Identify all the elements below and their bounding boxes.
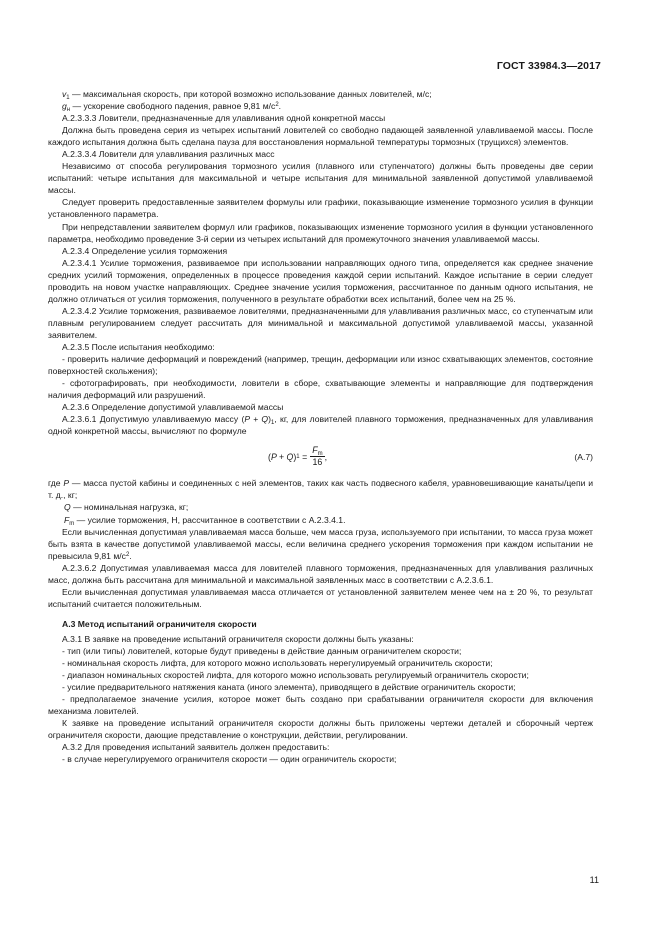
paragraph: А.3.1 В заявке на проведение испытаний ограничителя скорости должны быть указаны: <box>62 633 414 644</box>
list-item: - проверить наличие деформаций и повреждений (например, трещин, деформации или износ схватывающих элементов, состояние поверхностей скольжения); <box>48 354 593 377</box>
list-item: - тип (или типы) ловителей, которые будут приведены в действие данным ограничителем скорости; <box>62 645 462 656</box>
variable-definition: $g_н$ — ускорение свободного падения, равное 9,81 $м/с^2$. <box>62 101 282 114</box>
formula-a7 <box>48 439 593 475</box>
paragraph: А.2.3.4.1 Усилие торможения, развиваемое при использовании направляющих одного типа, определяется как среднее значение средних усилий торможения, определенных в процессе проведения каждой серии испытаний. Каждое испытание в серии следует проводить на новом участке направляющих. Среднее значение усилия торможения, рассчитанное по данным одного испытания, не должно отличаться от усилия торможения, полученного в результате обработки всех испытаний, более чем на 25 %. <box>48 257 593 304</box>
section-heading: А.3 Метод испытаний ограничителя скорости <box>62 618 257 629</box>
document-body <box>48 88 593 765</box>
paragraph: При непредставлении заявителем формул или графиков, показывающих изменение тормозного усилия в функции установленного параметра, необходимо проведение 3-й серии из четырех испытаний для промежуточного значения улавливаемой массы. <box>48 221 593 244</box>
variable-definition: где P — масса пустой кабины и соединенных с ней элементов, таких как часть подвесного кабеля, уравновешивающие канаты/цепи и т. д., кг; <box>48 478 593 501</box>
clause-heading: А.2.3.3.3 Ловители, предназначенные для улавливания одной конкретной массы <box>62 113 386 124</box>
clause-heading: А.2.3.4 Определение усилия торможения <box>62 245 228 256</box>
paragraph: А.2.3.4.2 Усилие торможения, развиваемое ловителями, предназначенными для улавливания различных масс, со ступенчатым или плавным регулированием следует рассчитать для минимальной и максимальной допустимой улавливаемой массы, указанной заявителем. <box>48 305 593 340</box>
variable-definition: $v_1$ — максимальная скорость, при которой возможно использование данных ловителей, м/с; <box>62 89 432 101</box>
list-item: - в случае нерегулируемого ограничителя скорости — один ограничитель скорости; <box>62 754 397 765</box>
paragraph: А.2.3.6.2 Допустимая улавливаемая масса для ловителей плавного торможения, предназначенных для улавливания различных масс, должна быть рассчитана для минимальной и максимальной заявленных масс в соответствии с А.2.3.6.1. <box>48 562 593 585</box>
clause-heading: А.2.3.6 Определение допустимой улавливаемой массы <box>62 402 284 413</box>
list-item: - сфотографировать, при необходимости, ловители в сборе, схватывающие элементы и направляющие для подтверждения наличия деформаций или разрушений. <box>48 378 593 401</box>
paragraph: Следует проверить предоставленные заявителем формулы или графики, показывающие изменение тормозного усилия в функции установленного параметра. <box>48 197 593 220</box>
formula-fraction: $\frac{F_m}{16}$ <box>312 445 323 468</box>
paragraph: Если вычисленная допустимая улавливаемая масса больше, чем масса груза, используемого при испытании, то масса груза может быть взята в качестве допустимой улавливаемой массы, если величина среднего ускорения торможения при каждом испытании не превысила 9,81 $м/с^2$. <box>48 526 593 561</box>
paragraph: А.2.3.6.1 Допустимую улавливаемую массу $(P + Q)_1$, кг, для ловителей плавного торможения, предназначенных для улавливания одной конкретной массы, вычисляют по формуле <box>48 414 593 437</box>
formula-number: (А.7) <box>574 452 593 463</box>
list-item: - усилие предварительного натяжения каната (иного элемента), приводящего в действие ограничитель скорости; <box>62 682 516 693</box>
paragraph: Должна быть проведена серия из четырех испытаний ловителей со свободно падающей заявленной улавливаемой массы. После каждого испытания должна быть сделана пауза для восстановления нормальной температуры тормозных (трущихся) элементов. <box>48 125 593 148</box>
page-number: 11 <box>589 875 599 885</box>
document-header: ГОСТ 33984.3—2017 <box>496 60 601 72</box>
paragraph: К заявке на проведение испытаний ограничителя скорости должны быть приложены чертежи деталей и сборочный чертеж ограничителя скорости, дающие представление о конструкции, действии, регулировании. <box>48 718 593 741</box>
list-item: - диапазон номинальных скоростей лифта, для которого можно использовать регулируемый ограничитель скорости; <box>62 670 529 681</box>
clause-heading: А.3.2 Для проведения испытаний заявитель должен предоставить: <box>62 742 330 753</box>
variable-definition: $F_m$ — усилие торможения, Н, рассчитанное в соответствии с А.2.3.4.1. <box>64 514 346 527</box>
clause-heading: А.2.3.5 После испытания необходимо: <box>62 341 215 352</box>
variable-definition: Q — номинальная нагрузка, кг; <box>64 502 189 513</box>
paragraph: Независимо от способа регулирования тормозного усилия (плавного или ступенчатого) должны быть проведены две серии испытаний: четыре испытания для максимальной и четыре испытания для минимальной заявленной допустимой улавливаемой массы. <box>48 161 593 196</box>
formula-expression: ( P + Q ) 1 = $\frac{F_m}{16}$ , <box>268 445 328 468</box>
paragraph: Если вычисленная допустимая улавливаемая масса отличается от установленной заявителем менее чем на ± 20 %, то результат испытаний считается положительным. <box>48 586 593 609</box>
list-item: - предполагаемое значение усилия, которое может быть создано при срабатывании ограничителя скорости для включения механизма ловителей. <box>48 694 593 717</box>
list-item: - номинальная скорость лифта, для которого можно использовать нерегулируемый ограничитель скорости; <box>62 658 493 669</box>
clause-heading: А.2.3.3.4 Ловители для улавливания различных масс <box>62 149 275 160</box>
